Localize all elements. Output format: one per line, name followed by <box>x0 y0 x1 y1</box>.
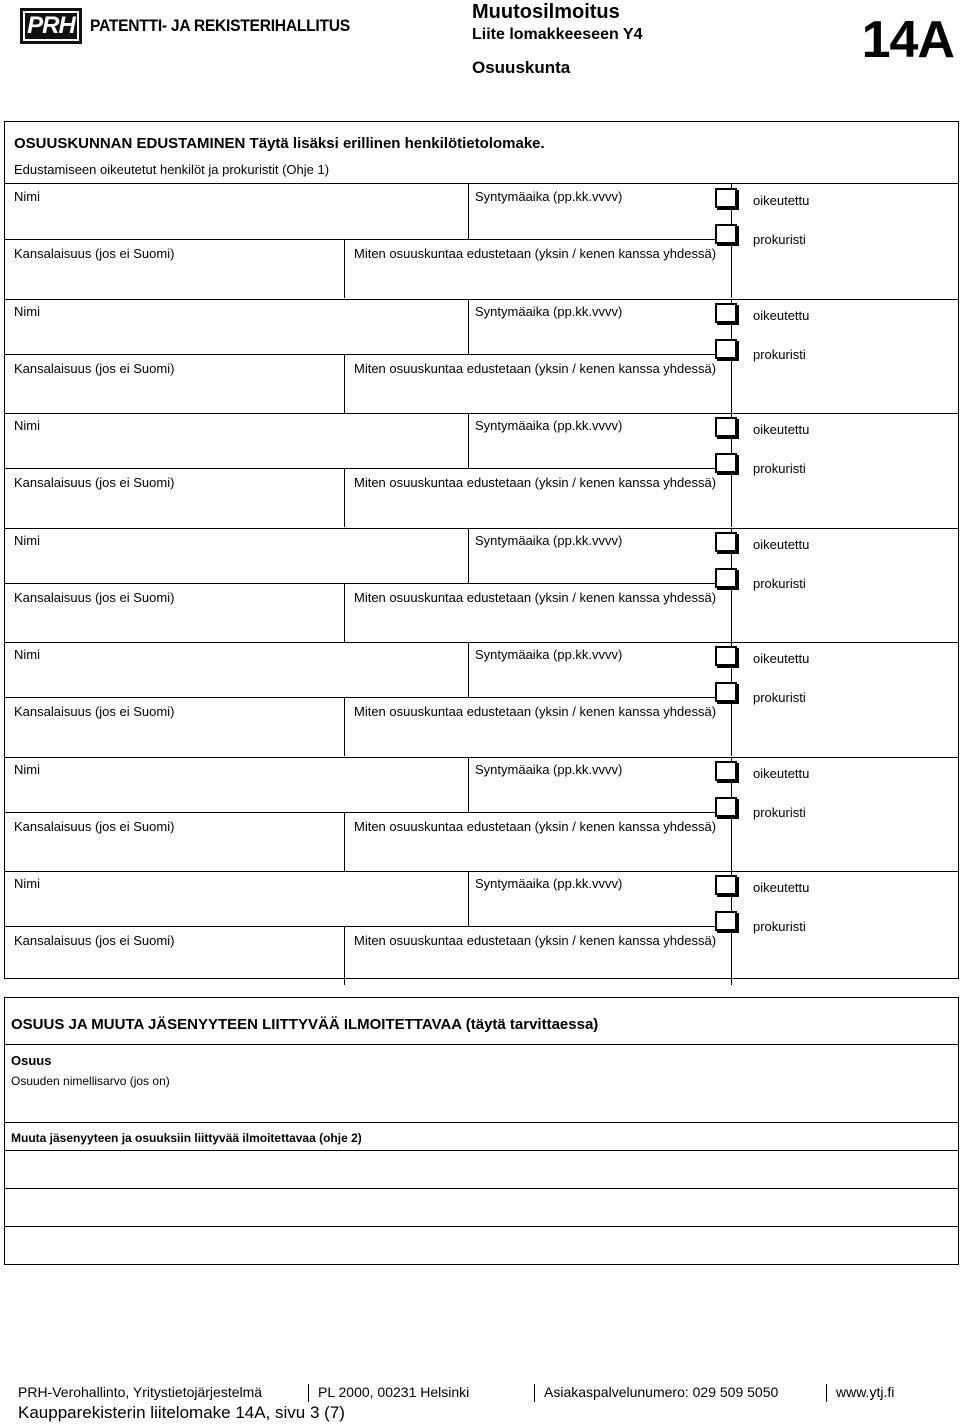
footer-agency: PRH-Verohallinto, Yritystietojärjestelmä <box>18 1384 263 1400</box>
name-field[interactable] <box>5 871 468 926</box>
footer-separator <box>308 1384 309 1402</box>
share-label: Osuus <box>11 1053 52 1068</box>
citizenship-label: Kansalaisuus (jos ei Suomi) <box>14 704 175 719</box>
name-field[interactable] <box>5 299 468 354</box>
footer-separator <box>534 1384 535 1402</box>
footer-separator <box>826 1384 827 1402</box>
birthdate-label: Syntymäaika (pp.kk.vvvv) <box>475 189 623 204</box>
logo-text: PATENTTI- JA REKISTERIHALLITUS <box>90 16 350 35</box>
divider <box>5 1150 958 1151</box>
footer-website[interactable]: www.ytj.fi <box>836 1384 895 1400</box>
name-field[interactable] <box>5 413 468 468</box>
authorized-checkbox[interactable] <box>715 532 737 552</box>
birthdate-label: Syntymäaika (pp.kk.vvvv) <box>475 761 623 777</box>
representative-entry <box>5 413 958 527</box>
form-code: 14A <box>861 11 954 69</box>
page-info: Kaupparekisterin liitelomake 14A, sivu 3 (7) <box>18 1403 345 1422</box>
authorized-label: oikeutettu <box>753 422 810 437</box>
representation-section <box>4 121 959 979</box>
form-title-block <box>472 0 643 77</box>
birthdate-label: Syntymäaika (pp.kk.vvvv) <box>475 303 623 319</box>
name-label: Nimi <box>14 189 40 204</box>
citizenship-label: Kansalaisuus (jos ei Suomi) <box>14 360 175 376</box>
name-field[interactable] <box>5 757 468 812</box>
citizenship-label: Kansalaisuus (jos ei Suomi) <box>14 246 175 261</box>
name-field[interactable] <box>5 642 468 697</box>
organization-type: Osuuskunta <box>472 58 571 77</box>
procurator-checkbox[interactable] <box>715 568 737 588</box>
authorized-label: oikeutettu <box>753 880 810 895</box>
representative-entry <box>5 299 958 413</box>
procurator-checkbox[interactable] <box>715 224 737 244</box>
representative-entry <box>5 871 958 985</box>
representation-title: OSUUSKUNNAN EDUSTAMINEN Täytä lisäksi erillinen henkilötietolomake. <box>14 135 545 152</box>
procurator-label: prokuristi <box>753 461 806 476</box>
logo-mark: PRH <box>20 8 82 44</box>
authorized-checkbox[interactable] <box>715 303 737 323</box>
procurator-label: prokuristi <box>753 919 806 934</box>
representation-subtitle: Edustamiseen oikeutetut henkilöt ja prokuristit (Ohje 1) <box>14 162 330 177</box>
other-info-field-2[interactable] <box>5 1189 958 1226</box>
authorized-label: oikeutettu <box>753 193 810 208</box>
name-field[interactable] <box>5 528 468 583</box>
representation-method-label: Miten osuuskuntaa edustetaan (yksin / kenen kanssa yhdessä) <box>354 475 717 490</box>
birthdate-label: Syntymäaika (pp.kk.vvvv) <box>475 418 623 433</box>
name-label: Nimi <box>14 647 40 662</box>
authorized-label: oikeutettu <box>753 307 810 323</box>
representation-method-label: Miten osuuskuntaa edustetaan (yksin / kenen kanssa yhdessä) <box>354 818 717 834</box>
authorized-label: oikeutettu <box>753 651 810 666</box>
name-label: Nimi <box>14 876 40 891</box>
other-info-field-1[interactable] <box>5 1148 958 1187</box>
procurator-label: prokuristi <box>753 346 806 362</box>
divider <box>5 1044 958 1045</box>
procurator-label: prokuristi <box>753 232 806 247</box>
representative-entry <box>5 528 958 642</box>
birthdate-label: Syntymäaika (pp.kk.vvvv) <box>475 532 623 548</box>
citizenship-label: Kansalaisuus (jos ei Suomi) <box>14 475 175 490</box>
footer-address: PL 2000, 00231 Helsinki <box>318 1384 470 1400</box>
procurator-label: prokuristi <box>753 575 806 591</box>
authorized-checkbox[interactable] <box>715 188 737 208</box>
representation-method-label: Miten osuuskuntaa edustetaan (yksin / kenen kanssa yhdessä) <box>354 360 717 376</box>
name-label: Nimi <box>14 761 40 777</box>
representative-entry <box>5 642 958 756</box>
authorized-checkbox[interactable] <box>715 761 737 781</box>
birthdate-label: Syntymäaika (pp.kk.vvvv) <box>475 876 623 891</box>
procurator-checkbox[interactable] <box>715 797 737 817</box>
name-field[interactable] <box>5 184 468 239</box>
representation-method-label: Miten osuuskuntaa edustetaan (yksin / kenen kanssa yhdessä) <box>354 246 717 261</box>
form-subtitle: Liite lomakkeeseen Y4 <box>472 26 643 43</box>
representative-entry <box>5 184 958 298</box>
procurator-label: prokuristi <box>753 690 806 705</box>
nominal-value-label: Osuuden nimellisarvo (jos on) <box>11 1074 170 1088</box>
procurator-checkbox[interactable] <box>715 453 737 473</box>
membership-title: OSUUS JA MUUTA JÄSENYYTEEN LIITTYVÄÄ ILMOITETTAVAA (täytä tarvittaessa) <box>11 1016 599 1033</box>
representation-header <box>5 122 958 184</box>
representation-method-label: Miten osuuskuntaa edustetaan (yksin / kenen kanssa yhdessä) <box>354 704 717 719</box>
representation-method-label: Miten osuuskuntaa edustetaan (yksin / kenen kanssa yhdessä) <box>354 933 717 948</box>
name-label: Nimi <box>14 303 40 319</box>
form-title: Muutosilmoitus <box>472 1 620 23</box>
prh-logo <box>20 8 373 44</box>
procurator-checkbox[interactable] <box>715 682 737 702</box>
divider <box>5 1122 958 1123</box>
procurator-checkbox[interactable] <box>715 911 737 931</box>
nominal-value-field[interactable] <box>5 1088 958 1122</box>
authorized-label: oikeutettu <box>753 765 810 781</box>
citizenship-label: Kansalaisuus (jos ei Suomi) <box>14 933 175 948</box>
membership-section <box>4 997 959 1265</box>
citizenship-label: Kansalaisuus (jos ei Suomi) <box>14 589 175 605</box>
procurator-checkbox[interactable] <box>715 339 737 359</box>
authorized-label: oikeutettu <box>753 536 810 552</box>
procurator-label: prokuristi <box>753 804 806 820</box>
other-info-label: Muuta jäsenyyteen ja osuuksiin liittyvää ilmoitettavaa (ohje 2) <box>11 1131 362 1145</box>
representative-entry <box>5 757 958 871</box>
name-label: Nimi <box>14 532 40 548</box>
birthdate-label: Syntymäaika (pp.kk.vvvv) <box>475 647 623 662</box>
authorized-checkbox[interactable] <box>715 417 737 437</box>
citizenship-label: Kansalaisuus (jos ei Suomi) <box>14 818 175 834</box>
other-info-field-3[interactable] <box>5 1227 958 1264</box>
name-label: Nimi <box>14 418 40 433</box>
authorized-checkbox[interactable] <box>715 646 737 666</box>
authorized-checkbox[interactable] <box>715 875 737 895</box>
representation-method-label: Miten osuuskuntaa edustetaan (yksin / kenen kanssa yhdessä) <box>354 589 717 605</box>
footer-phone: Asiakaspalvelunumero: 029 509 5050 <box>544 1384 779 1400</box>
